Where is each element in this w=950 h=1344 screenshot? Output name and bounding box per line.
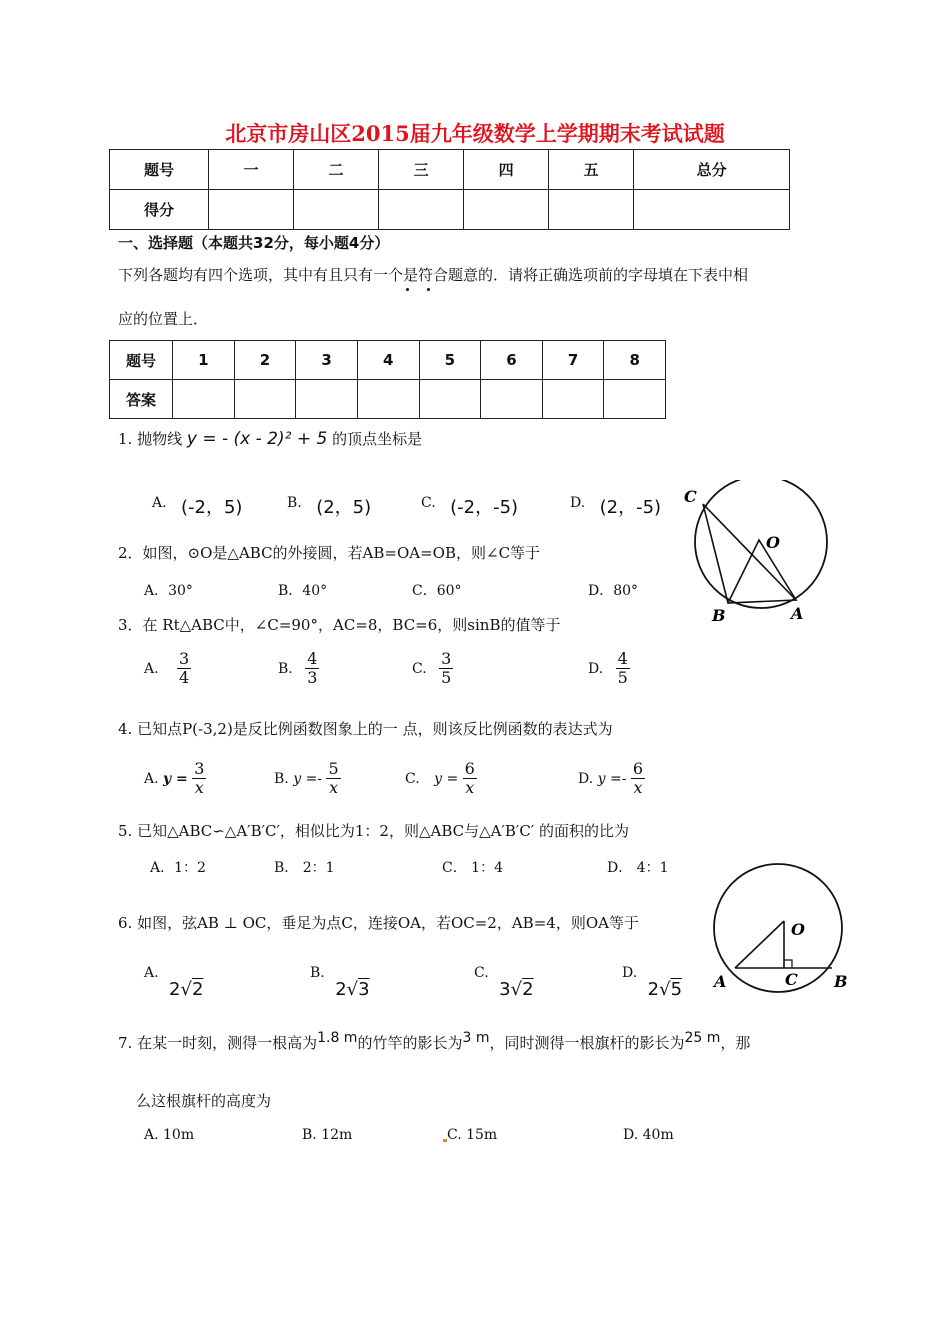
table-cell: 五 [549,150,634,190]
table-row [110,380,666,419]
label-b: B [712,606,726,625]
table-cell: 4 [357,341,419,380]
q1-option-d[interactable]: D. (2，-5) [570,495,662,518]
q7-option-d[interactable]: D. 40m [623,1127,674,1143]
table-cell: 一 [209,150,294,190]
answer-input-cell[interactable] [481,380,543,419]
answer-input-cell[interactable] [173,380,235,419]
label-c: C [684,487,697,506]
score-table [109,149,790,230]
q2-option-b[interactable]: B．40° [278,583,328,599]
figure-circle-chord [705,855,865,995]
score-input-cell[interactable] [549,190,634,230]
label-o: O [791,920,805,939]
q1-option-c[interactable]: C. (-2，-5) [421,495,519,518]
table-cell: 二 [294,150,379,190]
section-heading: 一、选择题（本题共32分，每小题4分） [118,234,390,252]
label-a: A [714,972,727,991]
table-cell: 答案 [110,380,173,419]
q3-option-c[interactable]: C. $\frac{3}{5}$ [412,649,452,688]
answer-input-cell[interactable] [234,380,296,419]
question-6: 6. 如图，弦AB ⊥ OC，垂足为点C，连接OA，若OC=2，AB=4，则OA等于 [118,914,639,932]
table-cell: 5 [419,341,481,380]
table-row [110,150,790,190]
q3-option-a[interactable]: A. $\frac{3}{4}$ [144,649,190,688]
q5-option-b[interactable]: B． 2：1 [274,860,335,876]
q6-option-a[interactable]: A. 2√2 [144,965,204,1000]
table-cell: 三 [379,150,464,190]
q6-option-c[interactable]: C. 3√2 [474,965,534,1000]
q7-option-b[interactable]: B. 12m [302,1127,353,1143]
answer-input-cell[interactable] [357,380,419,419]
figure-circle-triangle [680,480,840,630]
table-cell: 6 [481,341,543,380]
question-7-line-2: 么这根旗杆的高度为 [136,1092,272,1110]
label-c: C [785,970,798,989]
score-input-cell[interactable] [634,190,790,230]
table-cell: 7 [542,341,604,380]
label-o: O [766,533,780,552]
page-title: 北京市房山区2015届九年级数学上学期期末考试试题 [225,121,725,146]
label-b: B [834,972,848,991]
q2-option-d[interactable]: D．80° [588,583,639,599]
answer-input-cell[interactable] [296,380,358,419]
table-cell: 得分 [110,190,209,230]
table-cell: 四 [464,150,549,190]
table-row [110,190,790,230]
q4-option-b[interactable]: B. y =- $\frac{5}{x}$ [274,759,339,798]
label-a: A [791,604,804,623]
q3-option-b[interactable]: B. $\frac{4}{3}$ [278,649,318,688]
q1-option-b[interactable]: B. (2，5) [287,495,372,518]
question-4: 4. 已知点P(-3,2)是反比例函数图象上的一 点，则该反比例函数的表达式为 [118,720,613,738]
question-7: 7. 在某一时刻，测得一根高为$^{1.8 m}$的竹竿的影长为$^{3 m}$，同时测得一根旗杆的影长为$^{25 m}$，那 [118,1030,751,1052]
q5-option-c[interactable]: C． 1：4 [442,860,503,876]
answer-input-cell[interactable] [542,380,604,419]
question-2: 2．如图，⊙O是△ABC的外接圆，若AB=OA=OB，则∠C等于 [118,544,541,562]
q3-option-d[interactable]: D. $\frac{4}{5}$ [588,649,628,688]
q2-option-c[interactable]: C．60° [412,583,462,599]
instruction-line-1: 下列各题均有四个选项，其中有且只有一个是符合题意的．请将正确选项前的字母填在下表中相 [118,266,749,284]
q1-suffix: 的顶点坐标是 [332,430,423,448]
circle-shape [714,864,842,992]
q6-option-d[interactable]: D. 2√5 [622,965,683,1000]
table-cell: 2 [234,341,296,380]
answer-table [109,340,666,419]
table-cell: 总分 [634,150,790,190]
table-cell: 3 [296,341,358,380]
table-cell: 1 [173,341,235,380]
table-cell: 题号 [110,150,209,190]
q4-option-d[interactable]: D. y =- $\frac{6}{x}$ [578,759,644,798]
instruction-line-2: 应的位置上． [118,310,209,328]
answer-input-cell[interactable] [419,380,481,419]
q4-option-c[interactable]: C. y = $\frac{6}{x}$ [405,759,475,798]
q2-option-a[interactable]: A．30° [144,583,193,599]
q5-option-a[interactable]: A．1：2 [150,860,206,876]
answer-input-cell[interactable] [604,380,666,419]
q1-option-a[interactable]: A. (-2，5) [152,495,243,518]
q7-option-c[interactable]: C. 15m [447,1127,498,1143]
score-input-cell[interactable] [464,190,549,230]
emphasis-dot [406,288,409,291]
question-5: 5. 已知△ABC∽△A′B′C′，相似比为1：2，则△ABC与△A′B′C′ 的面积的比为 [118,822,629,840]
score-input-cell[interactable] [294,190,379,230]
q6-option-b[interactable]: B. 2√3 [310,965,370,1000]
radii-ob-oa [728,540,796,603]
q1-formula: y = - (x - 2)² + 5 [186,429,328,449]
q5-option-d[interactable]: D． 4：1 [607,860,669,876]
q1-prefix: 1. 抛物线 [118,430,183,448]
right-angle-mark [784,960,792,968]
triangle-abc [703,504,796,603]
question-3: 3．在 Rt△ABC中，∠C=90°，AC=8，BC=6，则sinB的值等于 [118,616,561,634]
q7-option-a[interactable]: A. 10m [144,1127,195,1143]
score-input-cell[interactable] [379,190,464,230]
q4-option-a[interactable]: A. y = $\frac{3}{x}$ [144,759,205,798]
emphasis-dot [427,288,430,291]
table-cell: 题号 [110,341,173,380]
table-row [110,341,666,380]
question-1 [118,428,422,449]
score-input-cell[interactable] [209,190,294,230]
table-cell: 8 [604,341,666,380]
segment-oa [735,921,784,968]
